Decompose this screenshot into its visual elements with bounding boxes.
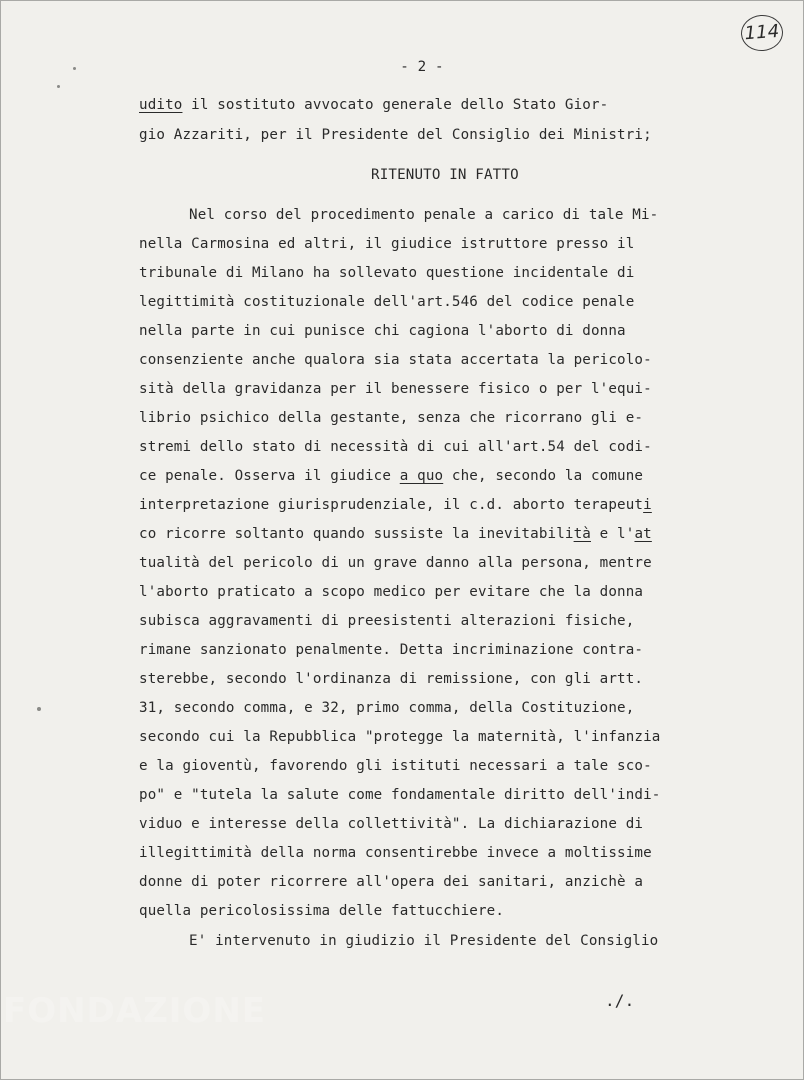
text-line: ce penale. Osserva il giudice a quo che, secondo la comune xyxy=(139,468,644,484)
text-line: interpretazione giurisprudenziale, il c.d. aborto terapeuti xyxy=(139,497,652,513)
underlined-letter: i xyxy=(643,497,652,513)
text-line: donne di poter ricorrere all'opera dei sanitari, anzichè a xyxy=(139,874,644,890)
text-line: quella pericolosissima delle fattucchiere. xyxy=(139,903,505,919)
text-line: sità della gravidanza per il benessere fisico o per l'equi- xyxy=(139,381,652,397)
text-line: gio Azzariti, per il Presidente del Consiglio dei Ministri; xyxy=(139,127,652,143)
text-line: consenziente anche qualora sia stata accertata la pericolo- xyxy=(139,352,652,368)
paragraph-first-line: E' intervenuto in giudizio il Presidente del Consiglio xyxy=(189,933,659,949)
underlined-letters: at xyxy=(634,526,652,542)
underlined-letters: tà xyxy=(573,526,591,542)
page-number: - 2 - xyxy=(400,59,444,75)
text-line: co ricorre soltanto quando sussiste la inevitabilità e l'at xyxy=(139,526,652,542)
underlined-word: udito xyxy=(139,97,183,113)
text-line: e la gioventù, favorendo gli istituti necessari a tale sco- xyxy=(139,758,652,774)
text-line: illegittimità della norma consentirebbe invece a moltissime xyxy=(139,845,652,861)
paragraph-first-line: Nel corso del procedimento penale a carico di tale Mi- xyxy=(189,207,659,223)
text-line: nella parte in cui punisce chi cagiona l'aborto di donna xyxy=(139,323,626,339)
text-line: 31, secondo comma, e 32, primo comma, della Costituzione, xyxy=(139,700,635,716)
text-line: legittimità costituzionale dell'art.546 del codice penale xyxy=(139,294,635,310)
text-line: viduo e interesse della collettività". La dichiarazione di xyxy=(139,816,644,832)
text-line: tualità del pericolo di un grave danno alla persona, mentre xyxy=(139,555,652,571)
text-line: librio psichico della gestante, senza che ricorrano gli e- xyxy=(139,410,644,426)
archive-page-stamp: 114 xyxy=(740,14,784,53)
continuation-mark: ./. xyxy=(605,991,635,1010)
text-line: udito il sostituto avvocato generale dello Stato Gior- xyxy=(139,97,609,113)
text-line: subisca aggravamenti di preesistenti alterazioni fisiche, xyxy=(139,613,635,629)
scan-speck xyxy=(57,85,60,88)
scan-speck xyxy=(37,707,41,711)
archive-watermark: FONDAZIONE xyxy=(3,991,267,1031)
text-line: nella Carmosina ed altri, il giudice istruttore presso il xyxy=(139,236,635,252)
text-line: po" e "tutela la salute come fondamentale diritto dell'indi- xyxy=(139,787,661,803)
text-line: stremi dello stato di necessità di cui all'art.54 del codi- xyxy=(139,439,652,455)
section-heading: RITENUTO IN FATTO xyxy=(371,167,519,183)
text-line: tribunale di Milano ha sollevato questione incidentale di xyxy=(139,265,635,281)
text-line: rimane sanzionato penalmente. Detta incriminazione contra- xyxy=(139,642,644,658)
text-line: sterebbe, secondo l'ordinanza di remissione, con gli artt. xyxy=(139,671,644,687)
text-line: l'aborto praticato a scopo medico per evitare che la donna xyxy=(139,584,644,600)
underlined-phrase: a quo xyxy=(399,468,444,484)
text-line: secondo cui la Repubblica "protegge la maternità, l'infanzia xyxy=(139,729,661,745)
